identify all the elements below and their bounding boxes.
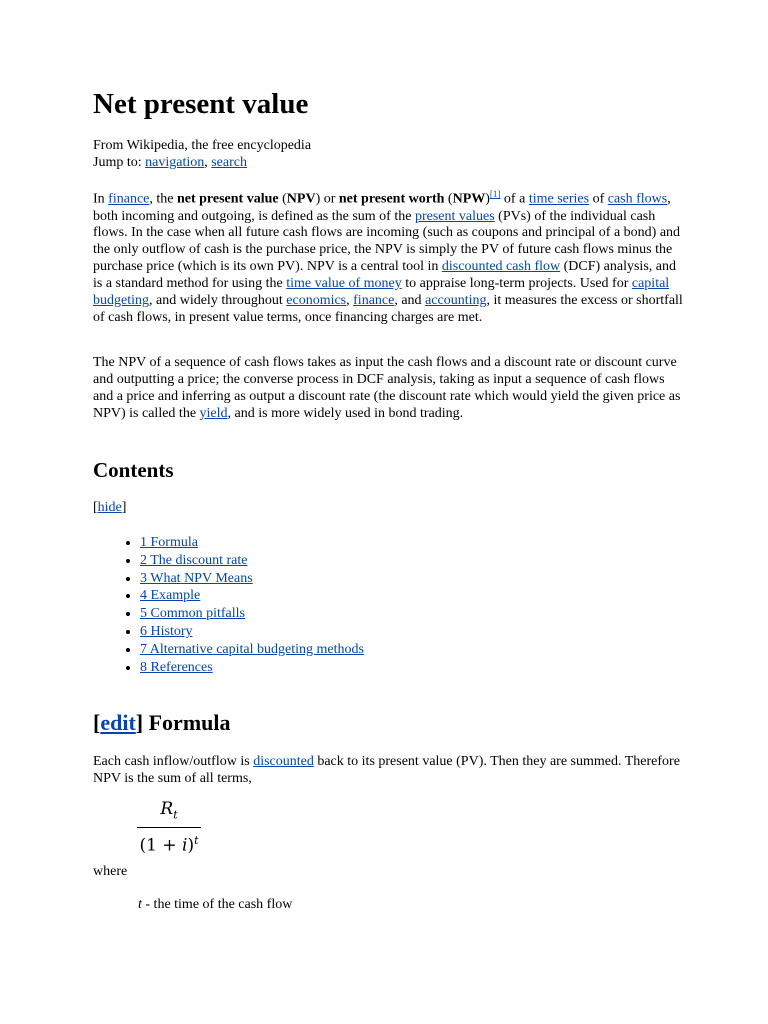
npv-formula [137,798,201,857]
toc-link-references[interactable]: 8 References [140,659,213,675]
math-text: (1 + [139,836,182,857]
link-cash-flows[interactable]: cash flows [607,191,668,207]
jump-to-label: Jump to: [93,155,142,170]
math-var-t: t [138,897,142,912]
definition-text: - the time of the cash flow [141,897,293,912]
text-run: , it measures the excess or shortfall of cash flows, in present value terms, once financing charges are met. [93,293,683,325]
formula-numerator [137,798,201,826]
text-run: , and widely throughout [149,293,287,309]
toc-heading: Contents [93,458,174,482]
link-yield[interactable]: yield [199,405,228,421]
jump-navigation-link[interactable]: navigation [145,155,205,170]
text-run: , both incoming and outgoing, is defined as the sum of the [93,191,671,224]
term-npv: net present value [176,191,279,207]
toc-link-alternative-methods[interactable]: 7 Alternative capital budgeting methods [140,641,364,657]
intro-paragraph-1 [93,186,683,327]
toc-link-discount-rate[interactable]: 2 The discount rate [140,552,248,568]
toc-item [140,659,364,677]
toc-item [140,605,364,623]
text-run: to appraise long-term projects. Used for [401,276,632,292]
text-run: back to its present value (PV). Then they are summed. Therefore NPV is the sum of all terms, [93,754,680,786]
abbr-npw: NPW [452,191,486,207]
link-finance[interactable]: finance [108,191,150,207]
text-run: ) or [315,191,339,207]
toc-link-formula[interactable]: 1 Formula [140,535,198,550]
bracket: ] [135,710,144,735]
bracket: ] [121,500,127,515]
text-run: (DCF) analysis, and is a standard method for using the [93,259,676,292]
link-economics[interactable]: economics [286,293,347,309]
math-var-i: i [182,836,188,857]
text-run: The NPV of a sequence of cash flows takes as input the cash flows and a discount rate or discount curve and outputting a price; the converse process in DCF analysis, taking as input a sequence of cash flows and a price and inferring as output a discount rate (the discount rate which would yield the given price as NPV) is called the [93,355,681,421]
link-present-values[interactable]: present values [414,208,495,224]
text-run: , the [149,191,177,207]
toc-item [140,570,364,588]
link-time-series[interactable]: time series [528,191,590,207]
text-run: , and [394,293,426,309]
link-capital-budgeting[interactable]: capital budgeting [93,276,670,309]
text-run: ( [278,191,287,207]
toc-hide-link[interactable]: hide [97,500,122,515]
jump-separator: , [204,155,208,170]
link-discounted-cash-flow[interactable]: discounted cash flow [441,259,561,275]
jump-to-line [93,154,311,171]
intro-paragraph-2 [93,355,683,423]
reference-link-1[interactable]: [1] [489,189,501,199]
page-title: Net present value [93,88,309,120]
text-run: , and is more widely used in bond trading. [227,405,464,421]
text-run: Each cash inflow/outflow is [93,754,254,769]
bracket: [ [93,500,98,515]
edit-section-link[interactable]: edit [100,710,136,735]
math-exponent-t: t [194,834,199,848]
toc-item [140,623,364,641]
toc-list [93,534,364,676]
toc-item [140,552,364,570]
formula-denominator [137,830,201,857]
text-run: of a [500,191,529,207]
text-run: (PVs) of the individual cash flows. In the case when all future cash flows are incoming (such as coupons and principal of a bond) and the only outflow of cash is the purchase price, the NPV is simply the PV of future cash flows minus the purchase price (which is its own PV). NPV is a central tool in [93,208,681,275]
toc-item [140,641,364,659]
bracket: [ [93,710,101,735]
text-run: , [346,293,354,309]
toc-item [140,587,364,605]
link-accounting[interactable]: accounting [425,293,487,309]
toc-link-what-npv-means[interactable]: 3 What NPV Means [140,570,253,586]
math-subscript-t: t [173,808,178,822]
section-heading-formula [93,710,231,736]
toc-link-history[interactable]: 6 History [140,623,193,639]
definition-t [138,896,292,913]
formula-paragraph [93,754,683,788]
text-run: of [589,191,608,207]
jump-search-link[interactable]: search [211,155,247,170]
where-label: where [93,864,128,879]
link-discounted[interactable]: discounted [253,754,314,769]
toc-link-common-pitfalls[interactable]: 5 Common pitfalls [140,606,245,622]
abbr-npv: NPV [286,191,316,207]
article-meta [93,137,311,171]
term-npw: net present worth [338,191,445,207]
link-finance-2[interactable]: finance [353,293,395,309]
text-run: In [93,191,109,207]
section-title: Formula [143,710,231,735]
toc-item [140,534,364,552]
toc-toggle [93,499,126,516]
link-time-value-of-money[interactable]: time value of money [286,276,402,292]
math-var-r: R [160,799,174,819]
text-run: ) [485,191,490,207]
fraction-bar [137,827,201,828]
math-text: ) [187,836,195,857]
toc-link-example[interactable]: 4 Example [140,588,201,604]
site-tagline: From Wikipedia, the free encyclopedia [93,138,312,153]
text-run: ( [444,191,453,207]
